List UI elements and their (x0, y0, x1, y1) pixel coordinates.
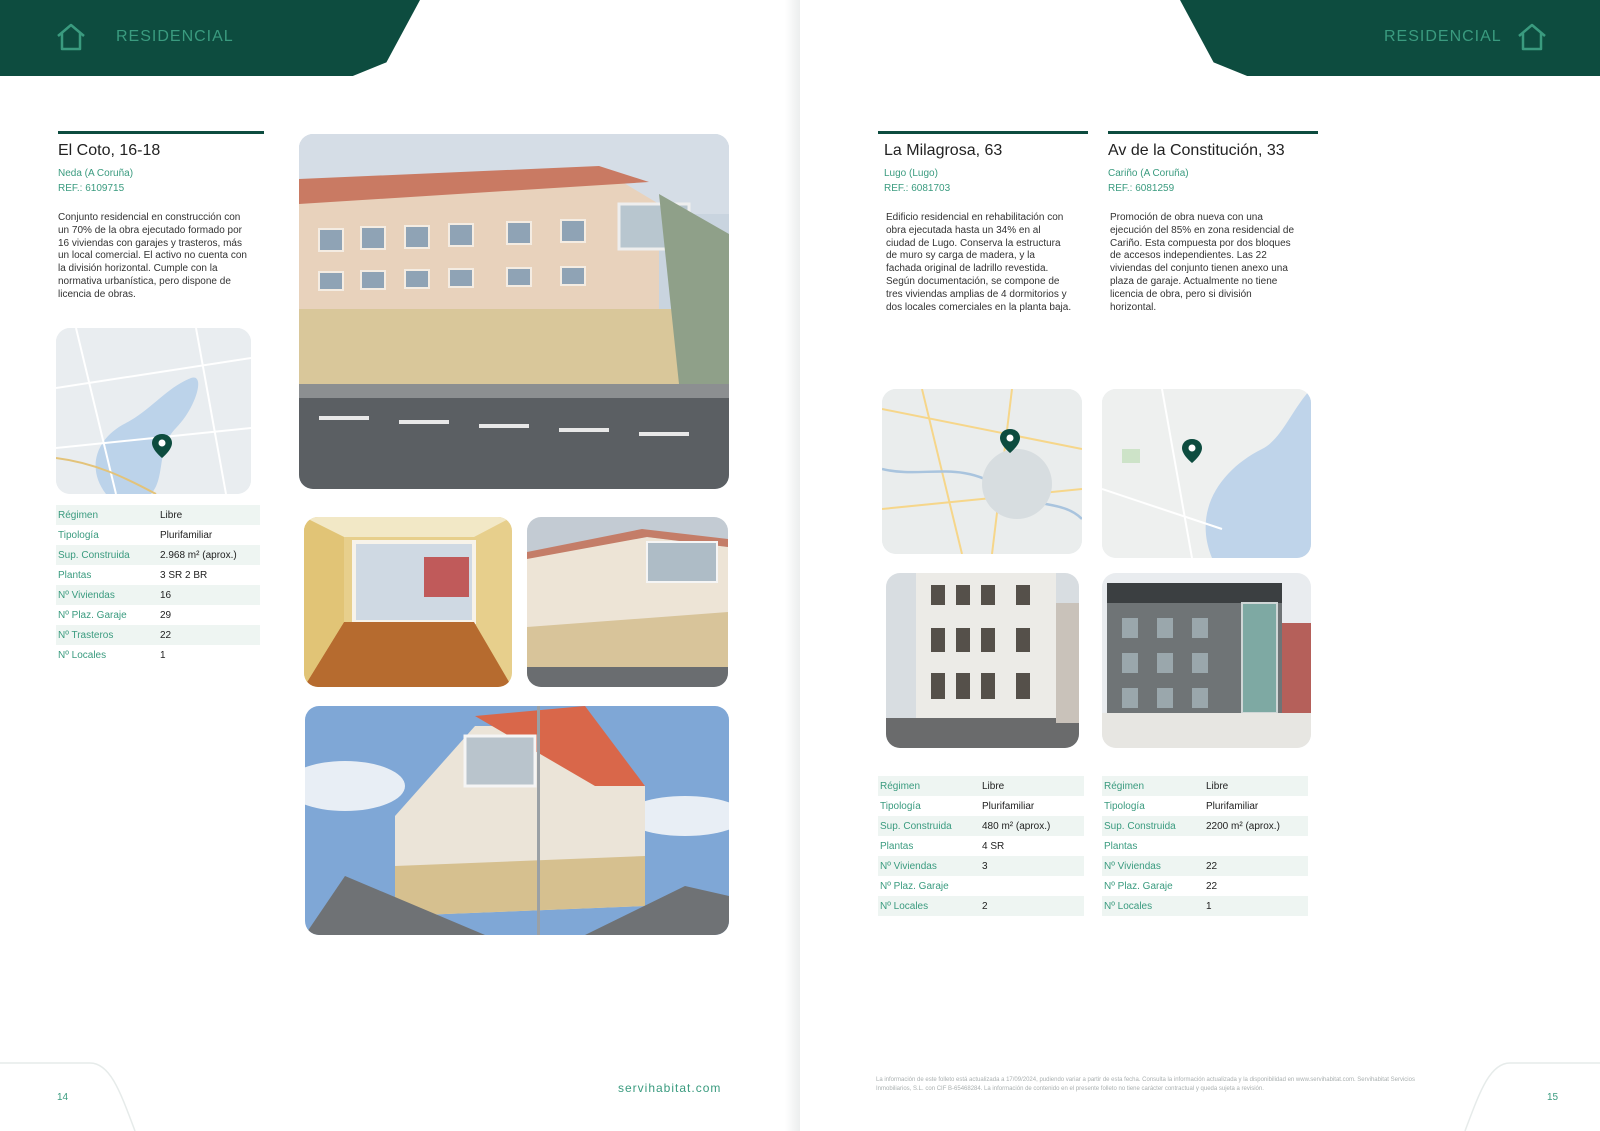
spec-value: 29 (160, 609, 172, 621)
table-row (56, 525, 260, 545)
table-row (1102, 776, 1308, 796)
property-ref: REF.: 6081703 (884, 183, 951, 194)
spec-value (1204, 836, 1308, 856)
spec-label: Nº Locales (58, 649, 107, 661)
property-title: Av de la Constitución, 33 (1108, 142, 1285, 159)
table-row (56, 505, 260, 525)
spec-label: Plantas (1104, 840, 1138, 852)
spec-value: 22 (1206, 880, 1218, 892)
table-row (56, 585, 260, 605)
table-row (1102, 876, 1308, 896)
table-row (878, 776, 1084, 796)
spec-label: Nº Viviendas (56, 585, 158, 605)
interior-photo (304, 517, 512, 687)
spec-value: Libre (980, 776, 1084, 796)
table-row (56, 565, 260, 585)
section-label: RESIDENCIAL (1384, 28, 1502, 45)
legal-disclaimer: La información de este folleto está actualizada a 17/09/2024, pudiendo variar a partir de esta fecha. Consulta la información actualizada y la disponibilidad en www.servihabitat.com. Servihabitat Servicios Inmobiliarios, S.L. con CIF B-65468284. La información de contenido en el presente folleto no tiene carácter contractual y queda sujeta a revisión. (876, 1077, 1415, 1092)
property-location: Cariño (A Coruña) (1108, 168, 1189, 179)
spec-value: 16 (158, 585, 260, 605)
table-row (878, 876, 1084, 896)
page-number: 14 (57, 1092, 69, 1103)
spec-label: Sup. Construida (878, 816, 980, 836)
building-photo (886, 573, 1079, 748)
spec-label: Sup. Construida (1102, 816, 1204, 836)
table-row (878, 856, 1084, 876)
spec-value: 480 m² (aprox.) (980, 816, 1084, 836)
specs-table (878, 776, 1084, 916)
spec-value: 22 (1204, 856, 1308, 876)
table-row (1102, 836, 1308, 856)
property-block (878, 131, 1088, 314)
spec-value: Plurifamiliar (982, 800, 1035, 812)
spec-label: Nº Locales (878, 896, 980, 916)
spec-label: Nº Locales (1102, 896, 1204, 916)
street-photo (305, 706, 729, 935)
spec-value: Plurifamiliar (1206, 800, 1259, 812)
table-row (56, 645, 260, 665)
table-row (56, 625, 260, 645)
spec-label: Nº Viviendas (878, 856, 980, 876)
specs-table (1102, 776, 1308, 916)
spec-label: Nº Plaz. Garaje (58, 609, 127, 621)
building-photo (1102, 573, 1311, 748)
building-photo-main (299, 134, 729, 489)
spec-value: Libre (158, 505, 260, 525)
table-row (1102, 816, 1308, 836)
property-title: La Milagrosa, 63 (884, 142, 1003, 159)
spec-value: 4 SR (982, 840, 1005, 852)
spec-label: Tipología (1104, 800, 1145, 812)
table-row (878, 896, 1084, 916)
exterior-photo (527, 517, 728, 687)
spec-value: 2 (980, 896, 1084, 916)
table-row (1102, 796, 1308, 816)
property-description: Promoción de obra nueva con una ejecución del 85% en zona residencial de Cariño. Esta compuesta por dos bloques de accesos independientes. Las 22 viviendas del conjunto tienen anexo una plaza de garaje. Actualmente no tiene licencia de obra, pero si división horizontal. (1110, 212, 1295, 313)
spec-label: Plantas (880, 840, 914, 852)
spec-label: Sup. Construida (56, 545, 158, 565)
spec-label: Nº Plaz. Garaje (1104, 880, 1173, 892)
spec-label: Tipología (880, 800, 921, 812)
spec-value: Libre (1204, 776, 1308, 796)
right-page (800, 0, 1600, 1131)
section-label: RESIDENCIAL (116, 28, 234, 45)
property-title: El Coto, 16-18 (58, 142, 161, 159)
property-ref: REF.: 6109715 (58, 183, 125, 194)
specs-table (56, 505, 260, 665)
house-icon (1516, 22, 1548, 52)
spec-value: 22 (158, 625, 260, 645)
location-map (882, 389, 1082, 554)
spec-value: 3 (980, 856, 1084, 876)
table-row (56, 545, 260, 565)
property-location: Neda (A Coruña) (58, 168, 134, 179)
spec-value: 1 (160, 649, 166, 661)
spec-value: 3 SR 2 BR (160, 569, 208, 581)
page-number: 15 (1547, 1092, 1559, 1103)
table-row (878, 816, 1084, 836)
spec-label: Régimen (878, 776, 980, 796)
property-description: Edificio residencial en rehabilitación con obra ejecutada hasta un 34% en al ciudad de Lugo. Conserva la estructura de muro sy carga de madera, y la fachada original de ladrillo revestida. Según documentación, se compone de tres viviendas amplias de 4 dormitorios y dos locales comerciales en la planta baja. (886, 212, 1072, 313)
spec-value: 1 (1204, 896, 1308, 916)
property-block (58, 131, 264, 302)
website-link[interactable]: servihabitat.com (618, 1081, 722, 1095)
property-location: Lugo (Lugo) (884, 168, 938, 179)
table-row (1102, 856, 1308, 876)
spec-value: 2200 m² (aprox.) (1204, 816, 1308, 836)
property-block (1108, 131, 1318, 314)
table-row (56, 605, 260, 625)
spec-label: Nº Viviendas (1102, 856, 1204, 876)
spec-label: Plantas (58, 569, 92, 581)
spec-label: Nº Plaz. Garaje (880, 880, 949, 892)
spec-label: Nº Trasteros (56, 625, 158, 645)
footer-curve-left (0, 1061, 140, 1131)
location-map (56, 328, 251, 494)
spec-value: Plurifamiliar (160, 529, 213, 541)
table-row (878, 836, 1084, 856)
spec-value (980, 876, 1084, 896)
property-description: Conjunto residencial en construcción con un 70% de la obra ejecutado formado por 16 viviendas con garajes y trasteros, más un local comercial. El activo no cuenta con la división horizontal. Cumple con la normativa urbanística, pero dispone de licencia de obras. (58, 212, 247, 300)
table-row (1102, 896, 1308, 916)
house-icon (55, 22, 87, 52)
property-ref: REF.: 6081259 (1108, 183, 1175, 194)
spec-value: 2.968 m² (aprox.) (158, 545, 260, 565)
spec-label: Régimen (1102, 776, 1204, 796)
table-row (878, 796, 1084, 816)
footer-curve-right (1460, 1061, 1600, 1131)
spec-label: Tipología (58, 529, 99, 541)
spec-label: Régimen (56, 505, 158, 525)
location-map (1102, 389, 1311, 558)
